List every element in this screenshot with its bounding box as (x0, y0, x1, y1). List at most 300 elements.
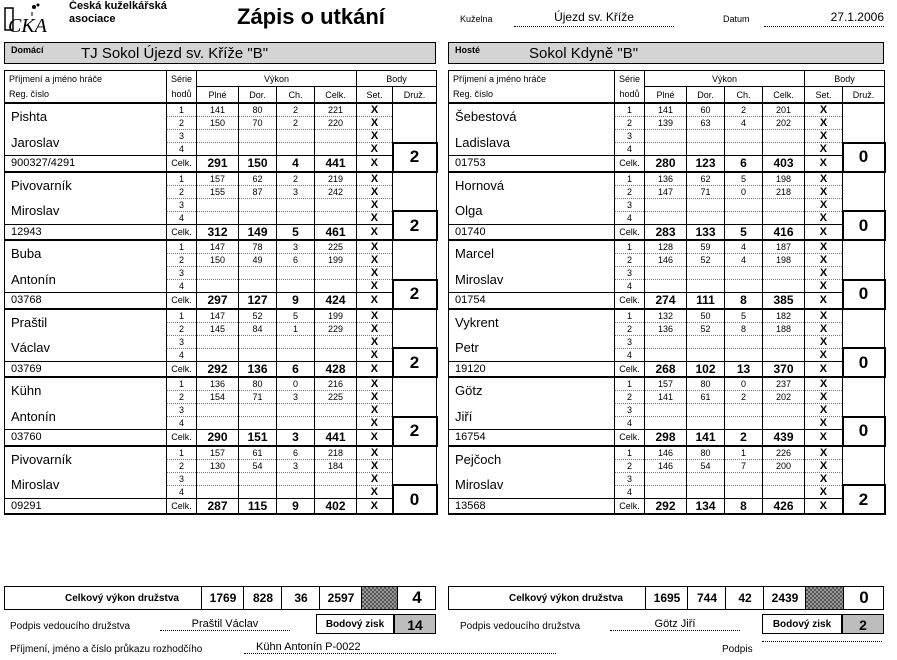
series-plne: 157 (197, 446, 239, 460)
empty-cell (687, 130, 725, 143)
series-total-label: Celk. (615, 224, 645, 240)
col-dor-header: Dor. (687, 87, 725, 104)
total-plne: 297 (197, 293, 239, 309)
series-ch: 8 (725, 322, 763, 335)
series-plne: 147 (197, 309, 239, 323)
player-surname: Šebestová (449, 103, 615, 130)
series-celk: 200 (763, 459, 805, 472)
series-ch: 7 (725, 459, 763, 472)
series-ch: 1 (725, 446, 763, 460)
player-surname: Hornová (449, 172, 615, 199)
player-points: 2 (393, 143, 437, 172)
empty-cell (239, 130, 277, 143)
series-number: 2 (167, 322, 197, 335)
set-mark: X (357, 391, 393, 404)
set-mark: X (805, 404, 843, 417)
series-ch: 2 (277, 172, 315, 186)
empty-cell (687, 280, 725, 293)
empty-cell (645, 485, 687, 498)
series-dor: 71 (239, 391, 277, 404)
total-dor: 151 (239, 430, 277, 446)
series-celk: 226 (763, 446, 805, 460)
empty-cell (197, 348, 239, 361)
empty-cell (725, 267, 763, 280)
total-ch: 5 (277, 224, 315, 240)
series-number: 2 (615, 322, 645, 335)
total-ch: 4 (277, 156, 315, 172)
series-ch: 6 (277, 254, 315, 267)
series-number: 1 (167, 240, 197, 254)
empty-cell (645, 267, 687, 280)
series-dor: 50 (687, 309, 725, 323)
empty-cell (763, 211, 805, 224)
series-number: 2 (615, 391, 645, 404)
series-number: 2 (167, 185, 197, 198)
series-ch: 4 (725, 117, 763, 130)
series-number: 2 (615, 254, 645, 267)
player-firstname: Jaroslav (5, 130, 167, 156)
empty-cell (687, 267, 725, 280)
series-plne: 128 (645, 240, 687, 254)
series-ch: 5 (277, 309, 315, 323)
series-number: 3 (615, 472, 645, 485)
empty-cell (277, 485, 315, 498)
set-mark: X (357, 185, 393, 198)
empty-cell (277, 348, 315, 361)
player-reg: 19120 (449, 361, 615, 377)
total-celk: 385 (763, 293, 805, 309)
empty-cell (687, 143, 725, 156)
set-mark: X (357, 267, 393, 280)
total-ch: 8 (725, 293, 763, 309)
set-mark: X (357, 254, 393, 267)
set-mark: X (805, 446, 843, 460)
empty-cell (725, 485, 763, 498)
player-reg: 12943 (5, 224, 167, 240)
total-dor: 133 (687, 224, 725, 240)
series-ch: 4 (725, 254, 763, 267)
player-surname: Götz (449, 377, 615, 404)
set-mark: X (357, 417, 393, 430)
player-firstname: Antonín (5, 267, 167, 293)
empty-cell (277, 130, 315, 143)
series-number: 3 (615, 198, 645, 211)
series-dor: 78 (239, 240, 277, 254)
empty-cell (197, 143, 239, 156)
empty-cell (239, 143, 277, 156)
venue-label: Kuželna (460, 14, 493, 24)
total-ch: 6 (725, 156, 763, 172)
set-mark: X (357, 211, 393, 224)
set-mark: X (805, 224, 843, 240)
series-celk: 188 (763, 322, 805, 335)
empty-cell (725, 280, 763, 293)
col-druz-header: Druž. (843, 87, 885, 104)
series-ch: 2 (725, 103, 763, 117)
series-dor: 71 (687, 185, 725, 198)
set-mark: X (805, 280, 843, 293)
empty-cell (725, 130, 763, 143)
series-dor: 80 (239, 103, 277, 117)
series-number: 4 (615, 417, 645, 430)
player-points: 0 (843, 143, 885, 172)
series-number: 1 (167, 103, 197, 117)
empty-cell (315, 485, 357, 498)
series-ch: 2 (277, 117, 315, 130)
col-hodu-header: hodů (167, 87, 197, 104)
empty-cell (239, 348, 277, 361)
player-firstname: Ladislava (449, 130, 615, 156)
total-plne: 298 (645, 430, 687, 446)
col-vykon-header: Výkon (645, 71, 805, 87)
guest-total-dor: 744 (687, 587, 726, 609)
points-spacer (843, 446, 885, 486)
series-number: 4 (615, 485, 645, 498)
cka-logo (4, 2, 60, 36)
empty-cell (315, 472, 357, 485)
series-plne: 147 (645, 185, 687, 198)
empty-cell (763, 280, 805, 293)
empty-cell (277, 198, 315, 211)
col-series-header: Série (615, 71, 645, 87)
series-total-label: Celk. (615, 430, 645, 446)
series-celk: 182 (763, 309, 805, 323)
total-plne: 280 (645, 156, 687, 172)
player-firstname: Jiří (449, 404, 615, 430)
col-dor-header: Dor. (239, 87, 277, 104)
total-plne: 291 (197, 156, 239, 172)
series-number: 1 (167, 309, 197, 323)
set-mark: X (805, 498, 843, 514)
player-reg: 01740 (449, 224, 615, 240)
empty-cell (315, 143, 357, 156)
total-dor: 136 (239, 361, 277, 377)
series-total-label: Celk. (167, 498, 197, 514)
empty-cell (315, 417, 357, 430)
empty-cell (645, 211, 687, 224)
set-mark: X (357, 459, 393, 472)
series-celk: 218 (315, 446, 357, 460)
empty-cell (277, 472, 315, 485)
set-mark: X (805, 430, 843, 446)
player-surname: Pivovarník (5, 446, 167, 473)
empty-cell (725, 335, 763, 348)
empty-cell (197, 267, 239, 280)
total-ch: 2 (725, 430, 763, 446)
empty-cell (687, 472, 725, 485)
empty-cell (725, 404, 763, 417)
set-mark: X (357, 103, 393, 117)
series-ch: 0 (725, 185, 763, 198)
total-dor: 150 (239, 156, 277, 172)
col-reg-header: Reg. číslo (5, 87, 167, 104)
empty-cell (277, 143, 315, 156)
col-series-header: Série (167, 71, 197, 87)
player-firstname: Miroslav (449, 267, 615, 293)
points-spacer (393, 172, 437, 212)
set-mark: X (805, 172, 843, 186)
set-mark: X (805, 335, 843, 348)
player-reg: 900327/4291 (5, 156, 167, 172)
empty-cell (645, 348, 687, 361)
points-spacer (843, 377, 885, 417)
series-number: 1 (615, 172, 645, 186)
set-mark: X (357, 335, 393, 348)
series-plne: 147 (197, 240, 239, 254)
empty-cell (645, 280, 687, 293)
empty-cell (687, 485, 725, 498)
series-dor: 52 (687, 322, 725, 335)
empty-cell (315, 280, 357, 293)
player-points: 0 (843, 280, 885, 309)
player-firstname: Václav (5, 335, 167, 361)
total-ch: 9 (277, 293, 315, 309)
series-number: 1 (615, 446, 645, 460)
series-ch: 4 (725, 240, 763, 254)
series-celk: 237 (763, 377, 805, 391)
series-number: 4 (615, 280, 645, 293)
total-ch: 6 (277, 361, 315, 377)
total-dor: 111 (687, 293, 725, 309)
empty-cell (687, 404, 725, 417)
series-plne: 132 (645, 309, 687, 323)
home-bz-value: 14 (394, 614, 436, 634)
series-plne: 136 (645, 172, 687, 186)
col-plne-header: Plné (645, 87, 687, 104)
set-mark: X (805, 322, 843, 335)
series-number: 3 (615, 267, 645, 280)
series-total-label: Celk. (167, 224, 197, 240)
empty-cell (645, 335, 687, 348)
empty-cell (645, 472, 687, 485)
series-plne: 154 (197, 391, 239, 404)
set-mark: X (805, 156, 843, 172)
series-ch: 6 (277, 446, 315, 460)
series-number: 2 (167, 459, 197, 472)
col-name-header: Příjmení a jméno hráče (449, 71, 615, 87)
player-points: 2 (393, 348, 437, 377)
series-number: 2 (615, 117, 645, 130)
player-reg: 13568 (449, 498, 615, 514)
empty-cell (763, 335, 805, 348)
total-ch: 8 (725, 498, 763, 514)
series-number: 1 (167, 172, 197, 186)
org-line1: Česká kuželkářská (69, 0, 167, 12)
series-number: 4 (167, 417, 197, 430)
series-ch: 5 (725, 309, 763, 323)
col-vykon-header: Výkon (197, 71, 357, 87)
series-plne: 139 (645, 117, 687, 130)
total-celk: 441 (315, 430, 357, 446)
series-number: 3 (167, 130, 197, 143)
set-mark: X (805, 198, 843, 211)
set-mark: X (357, 117, 393, 130)
player-reg: 09291 (5, 498, 167, 514)
series-celk: 199 (315, 254, 357, 267)
empty-cell (645, 198, 687, 211)
player-points: 0 (843, 417, 885, 446)
empty-cell (763, 143, 805, 156)
series-ch: 5 (725, 172, 763, 186)
set-mark: X (357, 348, 393, 361)
series-total-label: Celk. (167, 430, 197, 446)
points-spacer (393, 446, 437, 486)
series-number: 1 (615, 309, 645, 323)
series-ch: 3 (277, 240, 315, 254)
set-mark: X (805, 391, 843, 404)
series-number: 1 (615, 377, 645, 391)
empty-cell (763, 267, 805, 280)
set-mark: X (805, 472, 843, 485)
guest-sig-value: Götz Jiří (610, 618, 740, 631)
series-ch: 0 (277, 377, 315, 391)
total-celk: 428 (315, 361, 357, 377)
set-mark: X (357, 404, 393, 417)
total-dor: 149 (239, 224, 277, 240)
player-points: 2 (393, 417, 437, 446)
series-number: 4 (167, 211, 197, 224)
series-celk: 198 (763, 254, 805, 267)
set-mark: X (805, 485, 843, 498)
empty-cell (763, 472, 805, 485)
series-plne: 141 (197, 103, 239, 117)
series-celk: 220 (315, 117, 357, 130)
sign-line (762, 641, 882, 642)
home-sig-label: Podpis vedoucího družstva (10, 621, 131, 632)
series-number: 4 (167, 348, 197, 361)
total-plne: 287 (197, 498, 239, 514)
series-plne: 145 (197, 322, 239, 335)
points-spacer (843, 309, 885, 349)
series-number: 3 (167, 404, 197, 417)
empty-cell (725, 348, 763, 361)
empty-cell (239, 267, 277, 280)
empty-cell (763, 417, 805, 430)
points-spacer (393, 103, 437, 143)
total-celk: 402 (315, 498, 357, 514)
series-number: 3 (167, 198, 197, 211)
series-ch: 3 (277, 185, 315, 198)
series-celk: 242 (315, 185, 357, 198)
series-number: 2 (167, 391, 197, 404)
home-total-dor: 828 (243, 587, 282, 609)
empty-cell (645, 143, 687, 156)
col-celk-header: Celk. (763, 87, 805, 104)
total-plne: 274 (645, 293, 687, 309)
series-dor: 84 (239, 322, 277, 335)
empty-cell (645, 404, 687, 417)
player-surname: Marcel (449, 240, 615, 267)
home-label: Domácí (11, 45, 44, 55)
series-number: 1 (615, 240, 645, 254)
series-plne: 157 (645, 377, 687, 391)
series-dor: 49 (239, 254, 277, 267)
set-mark: X (357, 430, 393, 446)
series-celk: 219 (315, 172, 357, 186)
player-firstname: Miroslav (5, 198, 167, 224)
sign-label: Podpis (722, 644, 753, 655)
series-total-label: Celk. (615, 498, 645, 514)
series-number: 4 (615, 143, 645, 156)
guest-team-name: Sokol Kdyně "B" (529, 45, 639, 62)
series-number: 3 (167, 335, 197, 348)
total-ch: 3 (277, 430, 315, 446)
series-plne: 150 (197, 117, 239, 130)
series-ch: 3 (277, 459, 315, 472)
col-body-header: Body (805, 71, 885, 87)
guest-sig-label: Podpis vedoucího družstva (460, 621, 581, 632)
empty-cell (687, 198, 725, 211)
set-mark: X (805, 117, 843, 130)
series-number: 3 (615, 335, 645, 348)
empty-cell (725, 198, 763, 211)
empty-cell (277, 267, 315, 280)
home-team-name: TJ Sokol Újezd sv. Kříže "B" (81, 45, 269, 62)
series-number: 1 (167, 377, 197, 391)
player-surname: Kühn (5, 377, 167, 404)
page-title: Zápis o utkání (237, 4, 385, 29)
set-mark: X (805, 254, 843, 267)
empty-cell (725, 417, 763, 430)
guest-total-label: Celkový výkon družstva (509, 593, 623, 604)
referee-label: Příjmení, jméno a číslo průkazu rozhodčího (10, 644, 203, 655)
empty-cell (239, 472, 277, 485)
home-team-bar (4, 42, 436, 64)
series-dor: 59 (687, 240, 725, 254)
series-number: 2 (615, 459, 645, 472)
empty-cell (315, 348, 357, 361)
total-plne: 292 (645, 498, 687, 514)
empty-cell (197, 417, 239, 430)
series-total-label: Celk. (167, 293, 197, 309)
set-mark: X (805, 459, 843, 472)
guest-team-bar (448, 42, 884, 64)
series-celk: 218 (763, 185, 805, 198)
set-mark: X (357, 472, 393, 485)
home-sig-value: Praštil Václav (160, 618, 290, 631)
series-ch: 0 (725, 377, 763, 391)
total-celk: 424 (315, 293, 357, 309)
series-ch: 1 (277, 322, 315, 335)
player-surname: Pivovarník (5, 172, 167, 199)
player-surname: Buba (5, 240, 167, 267)
empty-cell (763, 198, 805, 211)
total-dor: 115 (239, 498, 277, 514)
empty-cell (315, 198, 357, 211)
empty-cell (763, 404, 805, 417)
empty-cell (315, 211, 357, 224)
player-reg: 03769 (5, 361, 167, 377)
home-total-label: Celkový výkon družstva (65, 593, 179, 604)
empty-cell (197, 280, 239, 293)
series-number: 1 (167, 446, 197, 460)
series-celk: 225 (315, 391, 357, 404)
series-number: 3 (167, 472, 197, 485)
guest-total-plne: 1695 (645, 587, 688, 609)
set-mark: X (805, 377, 843, 391)
points-spacer (393, 240, 437, 280)
total-plne: 292 (197, 361, 239, 377)
set-mark: X (357, 240, 393, 254)
points-spacer (393, 309, 437, 349)
player-surname: Praštil (5, 309, 167, 336)
player-reg: 01753 (449, 156, 615, 172)
col-celk-header: Celk. (315, 87, 357, 104)
player-points: 0 (393, 485, 437, 514)
set-mark: X (357, 130, 393, 143)
series-number: 4 (167, 280, 197, 293)
empty-cell (239, 211, 277, 224)
